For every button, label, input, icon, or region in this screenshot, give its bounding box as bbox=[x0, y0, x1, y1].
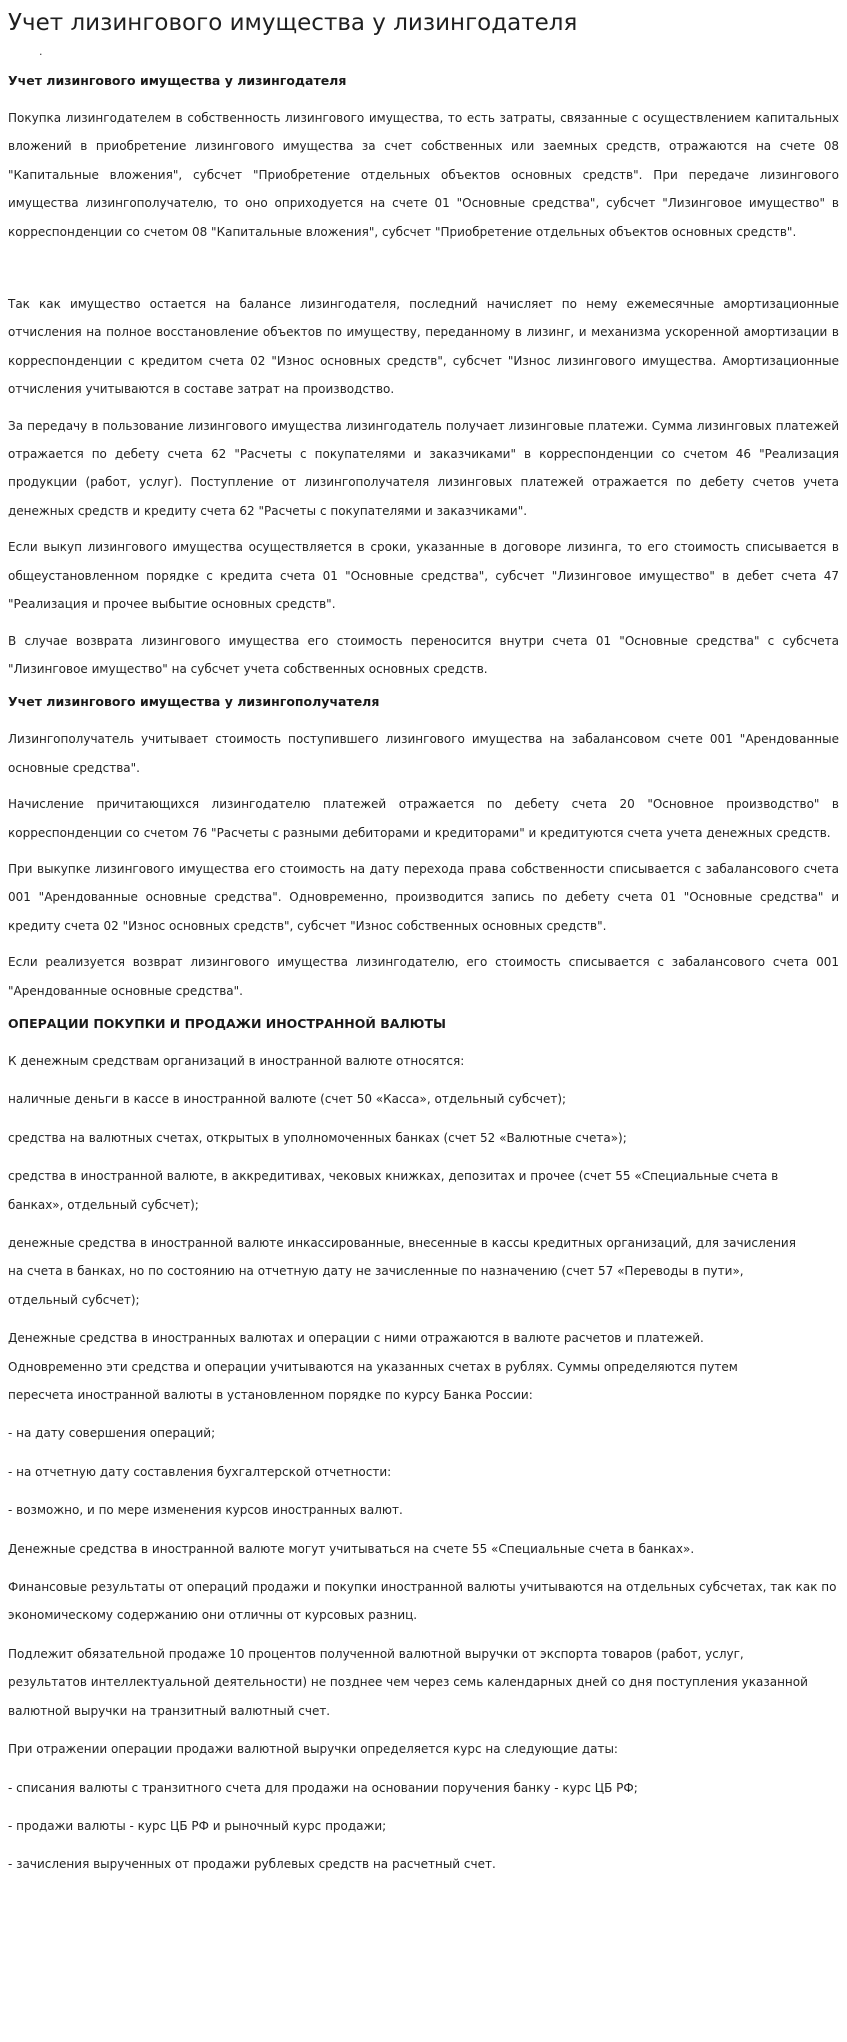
list-item: - на отчетную дату составления бухгалтерской отчетности: bbox=[8, 1464, 392, 1479]
paragraph: В случае возврата лизингового имущества его стоимость переносится внутри счета 01 "Основные средства" с субсчета "Лизинговое имущество" на субсчет учета собственных основных средств. bbox=[8, 633, 839, 676]
section-heading-lessor: Учет лизингового имущества у лизингодателя bbox=[8, 73, 347, 88]
decorative-dot: . bbox=[39, 45, 43, 58]
paragraph: Если выкуп лизингового имущества осуществляется в сроки, указанные в договоре лизинга, то его стоимость списывается в общеустановленном порядке с кредита счета 01 "Основные средства", субсчет "Лизинговое имущество" в дебет счета 47 "Реализация и прочее выбытие основных средств". bbox=[8, 540, 839, 612]
paragraph: средства в иностранной валюте, в аккредитивах, чековых книжках, депозитах и прочее (счет 55 «Специальные счета в банках», отдельный субсчет); bbox=[8, 1169, 779, 1212]
paragraph: Начисление причитающихся лизингодателю платежей отражается по дебету счета 20 "Основное производство" в корреспонденции со счетом 76 "Расчеты с разными дебиторами и кредиторами" и кредитуются счета учета денежных средств. bbox=[8, 797, 839, 840]
list-item: - списания валюты с транзитного счета для продажи на основании поручения банку - курс ЦБ РФ; bbox=[8, 1780, 638, 1795]
paragraph: Финансовые результаты от операций продажи и покупки иностранной валюты учитываются на отдельных субсчетах, так как по экономическому содержанию они отличны от курсовых разниц. bbox=[8, 1580, 837, 1623]
paragraph: При выкупке лизингового имущества его стоимость на дату перехода права собственности списывается с забалансового счета 001 "Арендованные основные средства". Одновременно, производится запись по дебету счета 01 "Основные средства" и кредиту счета 02 "Износ основных средств", субсчет "Износ собственных основных средств". bbox=[8, 861, 839, 933]
paragraph: наличные деньги в кассе в иностранной валюте (счет 50 «Касса», отдельный субсчет); bbox=[8, 1092, 567, 1107]
page-title: Учет лизингового имущества у лизингодателя bbox=[8, 10, 578, 36]
list-item: - продажи валюты - курс ЦБ РФ и рыночный курс продажи; bbox=[8, 1818, 387, 1833]
paragraph: средства на валютных счетах, открытых в уполномоченных банках (счет 52 «Валютные счета»); bbox=[8, 1130, 627, 1145]
paragraph: Денежные средства в иностранных валютах и операции с ними отражаются в валюте расчетов и платежей. Одновременно эти средства и операции учитываются на указанных счетах в рублях. Суммы определяются путем пересчета иностранной валюты в установленном порядке по курсу Банка России: bbox=[8, 1331, 738, 1403]
paragraph: Если реализуется возврат лизингового имущества лизингодателю, его стоимость списывается с забалансового счета 001 "Арендованные основные средства". bbox=[8, 955, 839, 998]
paragraph: Денежные средства в иностранной валюте могут учитываться на счете 55 «Специальные счета в банках». bbox=[8, 1541, 695, 1556]
spacer bbox=[8, 254, 839, 290]
paragraph: Лизингополучатель учитывает стоимость поступившего лизингового имущества на забалансовом счете 001 "Арендованные основные средства". bbox=[8, 732, 839, 775]
paragraph: За передачу в пользование лизингового имущества лизингодатель получает лизинговые платежи. Сумма лизинговых платежей отражается по дебету счета 62 "Расчеты с покупателями и заказчиками" в корреспонденции со счетом 46 "Реализация продукции (работ, услуг). Поступление от лизингополучателя лизинговых платежей отражается по дебету счетов учета денежных средств и кредиту счета 62 "Расчеты с покупателями и заказчиками". bbox=[8, 418, 839, 518]
paragraph: Подлежит обязательной продаже 10 процентов полученной валютной выручки от экспорта товаров (работ, услуг, результатов интеллектуальной деятельности) не позднее чем через семь календарных дней со дня поступления указанной валютной выручки на транзитный валютный счет. bbox=[8, 1646, 808, 1718]
paragraph: денежные средства в иностранной валюте инкассированные, внесенные в кассы кредитных организаций, для зачисления на счета в банках, но по состоянию на отчетную дату не зачисленные по назначению (счет 57 «Переводы в пути», отдельный субсчет); bbox=[8, 1236, 796, 1307]
paragraph: Покупка лизингодателем в собственность лизингового имущества, то есть затраты, связанные с осуществлением капитальных вложений в приобретение лизингового имущества за счет собственных или заемных средств, отражаются на счете 08 "Капитальные вложения", субсчет "Приобретение отдельных объектов основных средств". При передаче лизингового имущества лизингополучателю, то оно оприходуется на счете 01 "Основные средства", субсчет "Лизинговое имущество" в корреспонденции со счетом 08 "Капитальные вложения", субсчет "Приобретение отдельных объектов основных средств". bbox=[8, 111, 839, 239]
paragraph: Так как имущество остается на балансе лизингодателя, последний начисляет по нему ежемесячные амортизационные отчисления на полное восстановление объектов по имуществу, переданному в лизинг, и механизма ускоренной амортизации в корреспонденции с кредитом счета 02 "Износ основных средств", субсчет "Износ лизингового имущества. Амортизационные отчисления учитываются в составе затрат на производство. bbox=[8, 297, 839, 397]
paragraph: К денежным средствам организаций в иностранной валюте относятся: bbox=[8, 1053, 465, 1068]
document-page bbox=[0, 8, 847, 1879]
list-item: - на дату совершения операций; bbox=[8, 1426, 216, 1441]
section-heading-currency: ОПЕРАЦИИ ПОКУПКИ И ПРОДАЖИ ИНОСТРАННОЙ ВАЛЮТЫ bbox=[8, 1015, 446, 1031]
list-item: - зачисления вырученных от продажи рублевых средств на расчетный счет. bbox=[8, 1857, 496, 1872]
section-heading-lessee: Учет лизингового имущества у лизингополучателя bbox=[8, 694, 380, 710]
list-item: - возможно, и по мере изменения курсов иностранных валют. bbox=[8, 1503, 403, 1518]
paragraph: При отражении операции продажи валютной выручки определяется курс на следующие даты: bbox=[8, 1742, 618, 1757]
